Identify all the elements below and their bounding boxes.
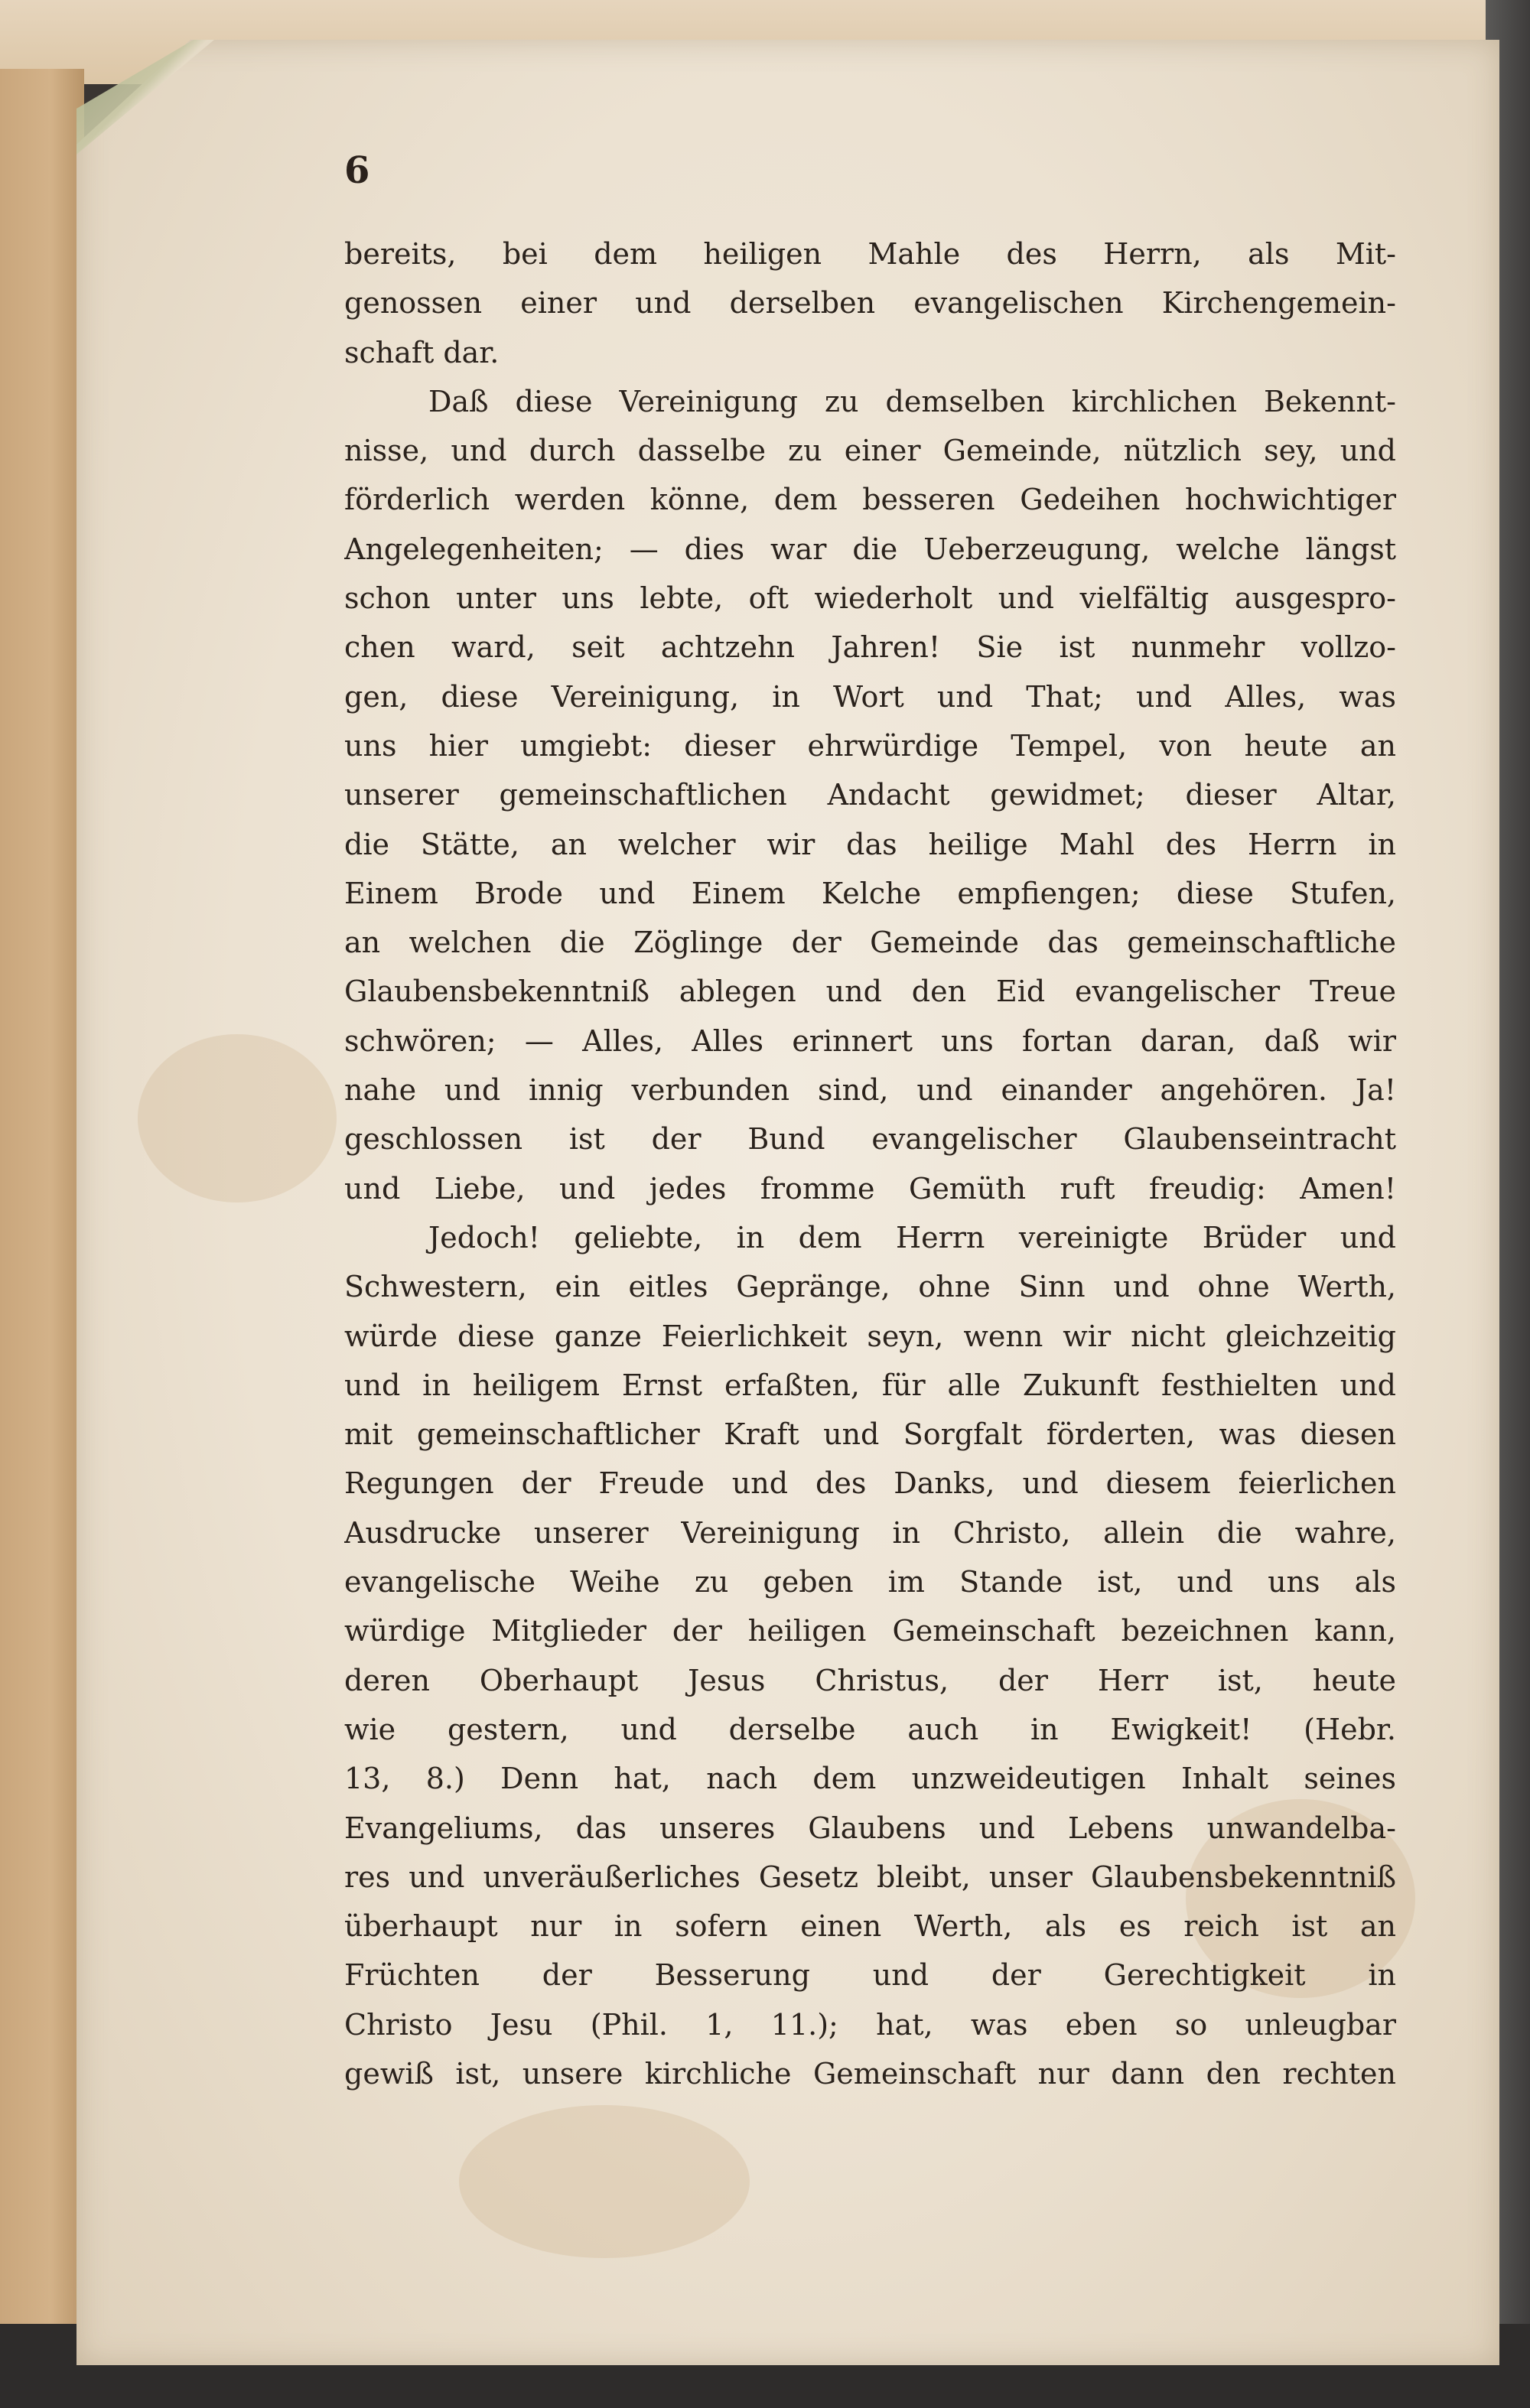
text-line: genossen einer und derselben evangelischen Kirchengemein- — [344, 286, 1396, 321]
text-line: Angelegenheiten; — dies war die Ueberzeugung, welche längst — [344, 532, 1396, 566]
text-line: schaft dar. — [344, 335, 500, 369]
text-line: uns hier umgiebt: dieser ehrwürdige Tempel, von heute an — [344, 728, 1396, 763]
text-line: Schwestern, ein eitles Gepränge, ohne Sinn und ohne Werth, — [344, 1270, 1396, 1304]
text-line: Regungen der Freude und des Danks, und diesem feierlichen — [344, 1466, 1396, 1501]
text-line: förderlich werden könne, dem besseren Gedeihen hochwichtiger — [344, 483, 1396, 517]
text-line: Daß diese Vereinigung zu demselben kirchlichen Bekennt- — [428, 384, 1396, 418]
text-line: schwören; — Alles, Alles erinnert uns fortan daran, daß wir — [344, 1023, 1396, 1058]
text-line: mit gemeinschaftlicher Kraft und Sorgfalt förderten, was diesen — [344, 1417, 1396, 1452]
text-line: 13, 8.) Denn hat, nach dem unzweideutigen Inhalt seines — [344, 1762, 1396, 1796]
foxing-stain — [459, 2105, 750, 2258]
text-line: bereits, bei dem heiligen Mahle des Herrn, als Mit- — [344, 237, 1396, 271]
text-line: res und unveräußerliches Gesetz bleibt, unser Glaubensbekenntniß — [344, 1860, 1396, 1894]
text-line: unserer gemeinschaftlichen Andacht gewidmet; dieser Altar, — [344, 778, 1396, 812]
text-line: Glaubensbekenntniß ablegen und den Eid evangelischer Treue — [344, 975, 1396, 1009]
text-line: Jedoch! geliebte, in dem Herrn vereinigte Brüder und — [428, 1220, 1396, 1254]
text-line: gen, diese Vereinigung, in Wort und That; und Alles, was — [344, 679, 1396, 714]
text-line: und Liebe, und jedes fromme Gemüth ruft freudig: Amen! — [344, 1171, 1396, 1206]
text-line: Evangeliums, das unseres Glaubens und Lebens unwandelba- — [344, 1811, 1396, 1845]
text-line: evangelische Weihe zu geben im Stande ist, und uns als — [344, 1565, 1396, 1599]
text-line: die Stätte, an welcher wir das heilige Mahl des Herrn in — [344, 827, 1396, 861]
text-line: und in heiligem Ernst erfaßten, für alle Zukunft festhielten und — [344, 1368, 1396, 1402]
body-text — [344, 229, 1396, 2098]
page-number: 6 — [344, 149, 370, 192]
text-line: Einem Brode und Einem Kelche empfiengen; diese Stufen, — [344, 876, 1396, 910]
text-line: würdige Mitglieder der heiligen Gemeinschaft bezeichnen kann, — [344, 1614, 1396, 1648]
text-line: wie gestern, und derselbe auch in Ewigkeit! (Hebr. — [344, 1712, 1396, 1746]
text-line: geschlossen ist der Bund evangelischer Glaubenseintracht — [344, 1122, 1396, 1157]
text-line: Früchten der Besserung und der Gerechtigkeit in — [344, 1958, 1396, 1993]
text-line: Christo Jesu (Phil. 1, 11.); hat, was eben so unleugbar — [344, 2007, 1396, 2042]
text-line: Ausdrucke unserer Vereinigung in Christo, allein die wahre, — [344, 1515, 1396, 1550]
text-line: chen ward, seit achtzehn Jahren! Sie ist nunmehr vollzo- — [344, 630, 1396, 665]
text-line: nahe und innig verbunden sind, und einander angehören. Ja! — [344, 1073, 1396, 1108]
scan-background-left — [0, 69, 84, 2408]
text-line: gewiß ist, unsere kirchliche Gemeinschaft nur dann den rechten — [344, 2056, 1396, 2091]
foxing-stain — [138, 1034, 337, 1202]
text-line: würde diese ganze Feierlichkeit seyn, wenn wir nicht gleichzeitig — [344, 1319, 1396, 1353]
text-line: nisse, und durch dasselbe zu einer Gemeinde, nützlich sey, und — [344, 434, 1396, 468]
text-line: deren Oberhaupt Jesus Christus, der Herr ist, heute — [344, 1663, 1396, 1697]
text-line: an welchen die Zöglinge der Gemeinde das gemeinschaftliche — [344, 926, 1396, 960]
text-line: schon unter uns lebte, oft wiederholt und vielfältig ausgespro- — [344, 581, 1396, 616]
text-line: überhaupt nur in sofern einen Werth, als es reich ist an — [344, 1909, 1396, 1944]
